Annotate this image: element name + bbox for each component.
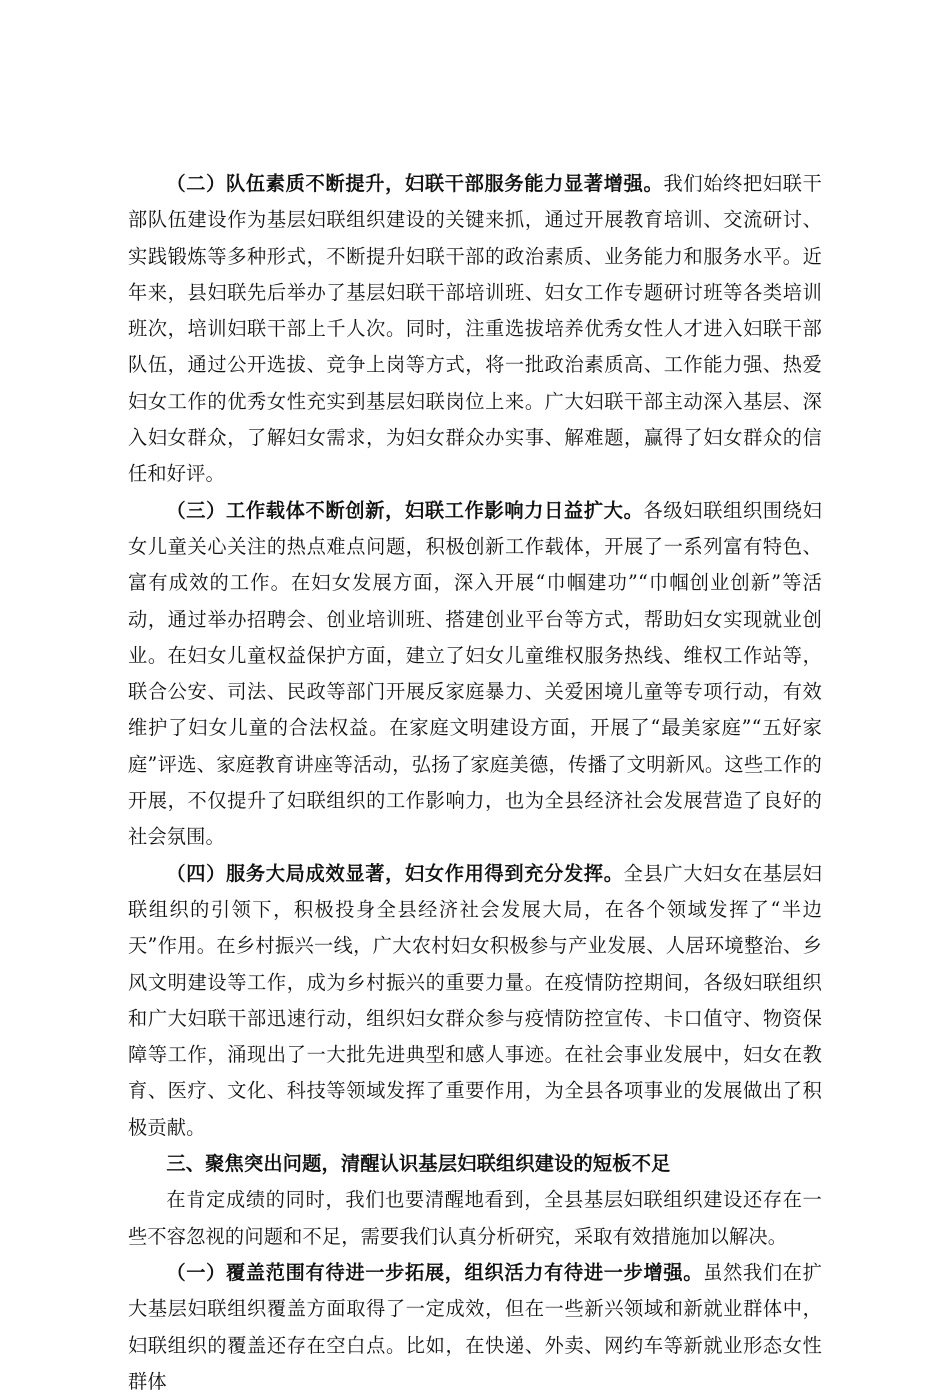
- paragraph-serve-overall: [128, 856, 822, 1146]
- intro-paragraph: 在肯定成绩的同时，我们也要清醒地看到，全县基层妇联组织建设还存在一些不容忽视的问题和不足，需要我们认真分析研究，采取有效措施加以解决。: [128, 1188, 822, 1248]
- paragraph-lead: （一）覆盖范围有待进一步拓展，组织活力有待进一步增强。: [166, 1260, 704, 1284]
- paragraph-text: 虽然我们在扩大基层妇联组织覆盖方面取得了一定成效，但在一些新兴领域和新就业群体中，妇联组织的覆盖还存在空白点。比如，在快递、外卖、网约车等新就业形态女性群体: [128, 1260, 822, 1393]
- document-body: [128, 166, 822, 1400]
- paragraph-lead: （三）工作载体不断创新，妇联工作影响力日益扩大。: [166, 498, 644, 522]
- paragraph-work-carrier: [128, 493, 822, 856]
- section-heading: 三、聚焦突出问题，清醒认识基层妇联组织建设的短板不足: [166, 1152, 671, 1176]
- paragraph-lead: （二）队伍素质不断提升，妇联干部服务能力显著增强。: [166, 172, 664, 195]
- paragraph-coverage: [128, 1255, 822, 1400]
- paragraph-text: 各级妇联组织围绕妇女儿童关心关注的热点难点问题，积极创新工作载体，开展了一系列富有特色、富有成效的工作。在妇女发展方面，深入开展“巾帼建功”“巾帼创业创新”等活动，通过举办招聘会、创业培训班、搭建创业平台等方式，帮助妇女实现就业创业。在妇女儿童权益保护方面，建立了妇女儿童维权服务热线、维权工作站等，联合公安、司法、民政等部门开展反家庭暴力、关爱困境儿童等专项行动，有效维护了妇女儿童的合法权益。在家庭文明建设方面，开展了“最美家庭”“五好家庭”评选、家庭教育讲座等活动，弘扬了家庭美德，传播了文明新风。这些工作的开展，不仅提升了妇联组织的工作影响力，也为全县经济社会发展营造了良好的社会氛围。: [128, 498, 822, 849]
- paragraph-text: 我们始终把妇联干部队伍建设作为基层妇联组织建设的关键来抓，通过开展教育培训、交流研讨、实践锻炼等多种形式，不断提升妇联干部的政治素质、业务能力和服务水平。近年来，县妇联先后举办了基层妇联干部培训班、妇女工作专题研讨班等各类培训班次，培训妇联干部上千人次。同时，注重选拔培养优秀女性人才进入妇联干部队伍，通过公开选拔、竞争上岗等方式，将一批政治素质高、工作能力强、热爱妇女工作的优秀女性充实到基层妇联岗位上来。广大妇联干部主动深入基层、深入妇女群众，了解妇女需求，为妇女群众办实事、解难题，赢得了妇女群众的信任和好评。: [128, 172, 822, 486]
- paragraph-lead: （四）服务大局成效显著，妇女作用得到充分发挥。: [166, 861, 624, 885]
- paragraph-team-quality: [128, 166, 822, 493]
- paragraph-text: 全县广大妇女在基层妇联组织的引领下，积极投身全县经济社会发展大局，在各个领域发挥了“半边天”作用。在乡村振兴一线，广大农村妇女积极参与产业发展、人居环境整治、乡风文明建设等工作，成为乡村振兴的重要力量。在疫情防控期间，各级妇联组织和广大妇联干部迅速行动，组织妇女群众参与疫情防控宣传、卡口值守、物资保障等工作，涌现出了一大批先进典型和感人事迹。在社会事业发展中，妇女在教育、医疗、文化、科技等领域发挥了重要作用，为全县各项事业的发展做出了积极贡献。: [128, 861, 822, 1139]
